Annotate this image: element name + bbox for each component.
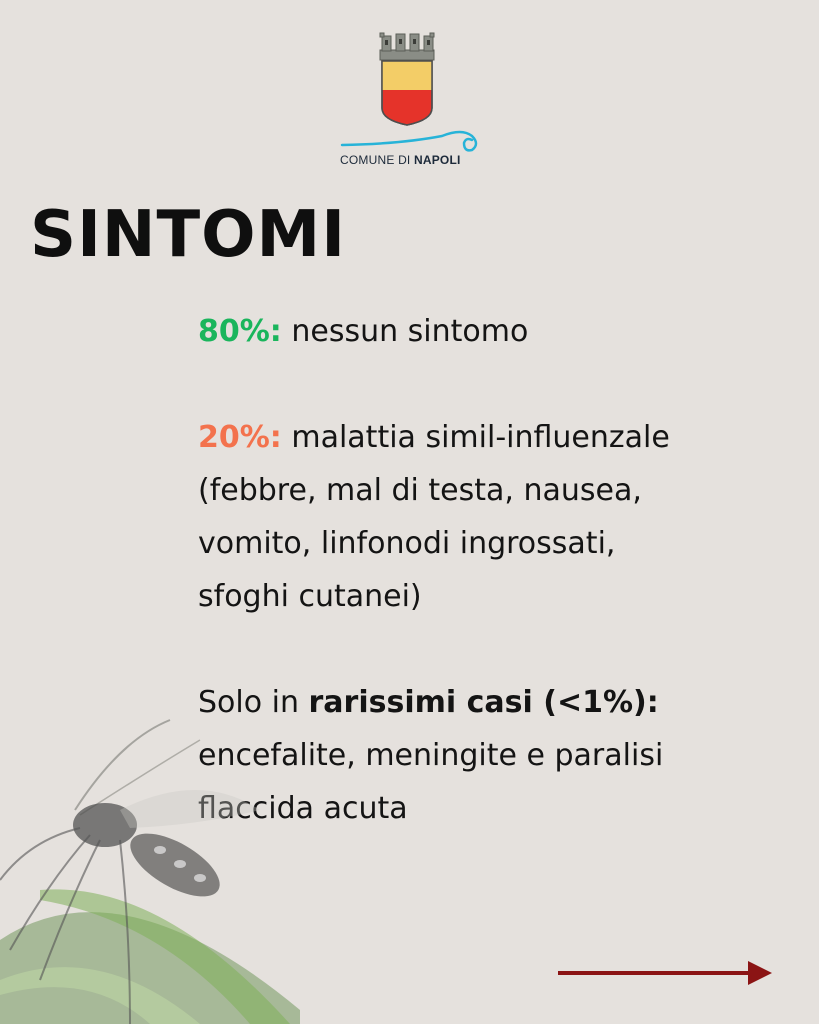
- crest-icon: [330, 28, 490, 158]
- symptom-item-80: [198, 305, 798, 358]
- comune-di-napoli-logo: [330, 28, 490, 178]
- percent-20-label: 20%:: [198, 420, 282, 455]
- symptom-item-20: [198, 411, 798, 464]
- rare-cases-line: flaccida acuta: [198, 791, 408, 826]
- symptom-detail-line: sfoghi cutanei): [198, 579, 422, 614]
- brand-name: COMUNE DI NAPOLI: [340, 153, 461, 167]
- symptom-detail-line: (febbre, mal di testa, nausea,: [198, 473, 642, 508]
- percent-80-label: 80%:: [198, 314, 282, 349]
- rare-cases-heading: Solo in rarissimi casi (<1%):: [198, 685, 659, 720]
- rare-cases-line: encefalite, meningite e paralisi: [198, 738, 664, 773]
- symptom-detail-line: vomito, linfonodi ingrossati,: [198, 526, 616, 561]
- symptom-text: malattia simil-influenzale: [281, 420, 670, 455]
- page-title: SINTOMI: [30, 198, 347, 272]
- symptom-text: nessun sintomo: [281, 314, 529, 349]
- mosquito-illustration: [0, 650, 300, 1024]
- arrow-right-icon[interactable]: [556, 955, 776, 991]
